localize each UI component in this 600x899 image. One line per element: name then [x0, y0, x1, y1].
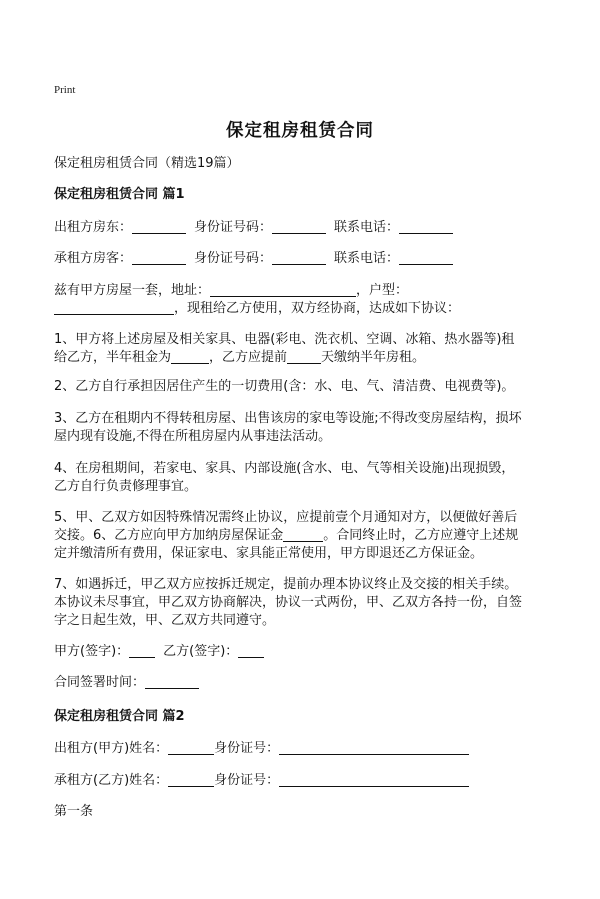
signature-row — [54, 640, 554, 663]
sign-date-blank — [145, 674, 199, 689]
section-1-heading: 保定租房租赁合同 篇1 — [54, 187, 185, 202]
clause-1-text-c: 天缴纳半年房租。 — [321, 350, 426, 365]
party-a-id-blank — [279, 740, 469, 755]
clause-2: 2、乙方自行承担因居住产生的一切费用(含：水、电、气、清洁费、电视费等)。 — [54, 379, 515, 394]
party-b-name-blank — [168, 772, 214, 787]
party-a-row — [54, 737, 554, 760]
clause-1-text-a: 给乙方，半年租金为 — [54, 350, 172, 365]
party-b-row — [54, 769, 554, 792]
article-1-heading: 第一条 — [54, 804, 94, 819]
lessor-row — [54, 216, 554, 239]
id-label: 身份证号码： — [194, 220, 273, 235]
clause-3-line-1: 3、乙方在租期内不得转租房屋、出售该房的家电等设施;不得改变房屋结构，损坏 — [54, 411, 522, 426]
party-a-signature-label: 甲方(签字)： — [54, 644, 130, 659]
clause-1-line-2 — [54, 346, 554, 369]
house-address-label: 兹有甲方房屋一套，地址： — [54, 283, 211, 298]
house-type-label: ，户型： — [356, 283, 409, 298]
phone-label: 联系电话： — [334, 251, 400, 266]
party-b-signature-blank — [238, 643, 264, 658]
clause-1-text-b: ，乙方应提前 — [209, 350, 288, 365]
clause-7-line-3: 字之日起生效，甲、乙双方共同遵守。 — [54, 613, 276, 628]
clause-5-text-b: 。合同终止时，乙方应遵守上述规 — [323, 528, 519, 543]
house-type-row — [54, 297, 554, 320]
house-type-blank — [54, 300, 174, 315]
lessee-name-blank — [132, 250, 186, 265]
advance-days-blank — [287, 349, 321, 364]
party-b-name-label: 承租方(乙方)姓名： — [54, 773, 169, 788]
clause-4-line-2: 乙方自行负责修理事宜。 — [54, 479, 198, 494]
lessee-phone-blank — [399, 250, 453, 265]
rent-amount-blank — [171, 349, 209, 364]
clause-7-line-1: 7、如遇拆迁，甲乙双方应按拆迁规定，提前办理本协议终止及交接的相关手续。 — [54, 577, 518, 592]
house-lease-text: ，现租给乙方使用，双方经协商，达成如下协议： — [174, 301, 461, 316]
clause-5-text-a: 交接。6、乙方应向甲方加纳房屋保证金 — [54, 528, 284, 543]
deposit-blank — [283, 527, 323, 542]
party-a-signature-blank — [129, 643, 155, 658]
lessee-row — [54, 247, 554, 270]
party-a-name-label: 出租方(甲方)姓名： — [54, 741, 169, 756]
party-a-name-blank — [168, 740, 214, 755]
lessee-label: 承租方房客： — [54, 251, 133, 266]
clause-4-line-1: 4、在房租期间，若家电、家具、内部设施(含水、电、气等相关设施)出现损毁， — [54, 461, 515, 476]
section-2-heading: 保定租房租赁合同 篇2 — [54, 709, 185, 724]
clause-1-line-1: 1、甲方将上述房屋及相关家具、电器(彩电、洗衣机、空调、冰箱、热水器等)租 — [54, 332, 515, 347]
lessor-label: 出租方房东： — [54, 220, 133, 235]
address-blank — [210, 282, 356, 297]
party-b-signature-label: 乙方(签字)： — [163, 644, 239, 659]
sign-date-row — [54, 671, 554, 694]
clause-5-line-3: 定并缴清所有费用，保证家电、家具能正常使用，甲方即退还乙方保证金。 — [54, 546, 484, 561]
lessor-id-blank — [272, 219, 326, 234]
party-a-id-label: 身份证号： — [214, 741, 280, 756]
lessee-id-blank — [272, 250, 326, 265]
phone-label: 联系电话： — [334, 220, 400, 235]
lessor-phone-blank — [399, 219, 453, 234]
lessor-name-blank — [132, 219, 186, 234]
id-label: 身份证号码： — [194, 251, 273, 266]
sign-date-label: 合同签署时间： — [54, 675, 146, 690]
document-title: 保定租房租赁合同 — [226, 121, 374, 141]
clause-7-line-2: 本协议未尽事宜，甲乙双方协商解决，协议一式两份，甲、乙双方各持一份，自签 — [54, 595, 523, 610]
clause-5-line-1: 5、甲、乙双方如因特殊情况需终止协议，应提前壹个月通知对方，以便做好善后 — [54, 510, 518, 525]
print-label: Print — [54, 84, 76, 96]
document-subtitle: 保定租房租赁合同（精选19篇） — [54, 156, 240, 171]
party-b-id-label: 身份证号： — [214, 773, 280, 788]
clause-3-line-2: 屋内现有设施,不得在所租房屋内从事违法活动。 — [54, 429, 332, 444]
party-b-id-blank — [279, 772, 469, 787]
